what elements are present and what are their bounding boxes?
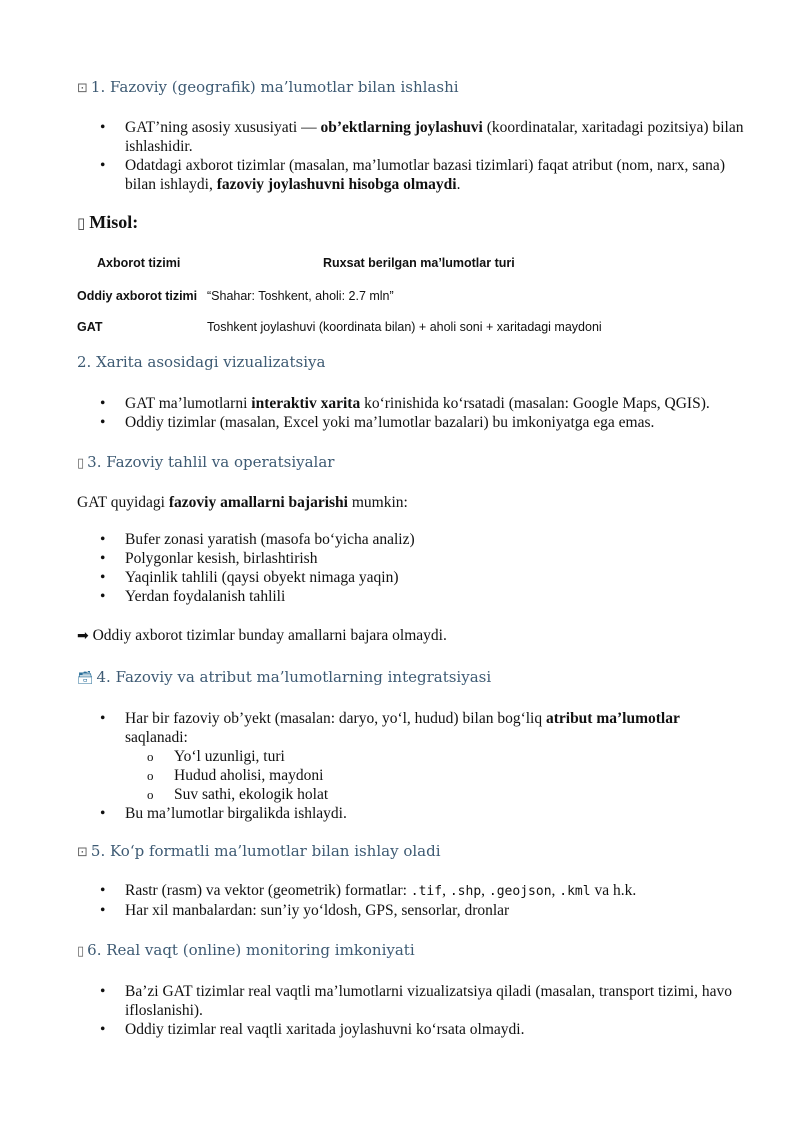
section-icon: ⊡	[77, 81, 88, 96]
list-item: • Yerdan foydalanish tahlili	[0, 587, 745, 606]
list-item: • Bufer zonasi yaratish (masofa boʻyicha analiz)	[0, 530, 745, 549]
section-title: 2. Xarita asosidagi vizualizatsiya	[77, 353, 326, 371]
table-cell-system: Oddiy axborot tizimi	[77, 289, 198, 303]
section-title: 4. Fazoviy va atribut ma’lumotlarning integratsiyasi	[96, 668, 492, 686]
section-5-list	[0, 881, 745, 920]
list-item: • GAT’ning asosiy xususiyati — ob’ektlarning joylashuvi (koordinatalar, xaritadagi pozitsiya) bilan ishlashidir.	[0, 118, 745, 156]
example-title: ▯ Misol:	[77, 212, 139, 232]
list-item: • Odatdagi axborot tizimlar (masalan, ma’lumotlar bazasi tizimlari) faqat atribut (nom, narx, sana) bilan ishlaydi, fazoviy joylashuvni hisobga olmaydi.	[0, 156, 745, 194]
table-cell-data: “Shahar: Toshkent, aholi: 2.7 mln”	[207, 289, 394, 303]
section-icon: ⊡	[77, 845, 88, 860]
table-cell-data: Toshkent joylashuvi (koordinata bilan) + aholi soni + xaritadagi maydoni	[207, 320, 602, 334]
section-6-list	[0, 982, 745, 1039]
section-2-list	[0, 394, 745, 432]
section-heading-4	[77, 667, 491, 689]
list-item: • Yaqinlik tahlili (qaysi obyekt nimaga yaqin)	[0, 568, 745, 587]
list-item: • Har xil manbalardan: sun’iy yoʻldosh, GPS, sensorlar, dronlar	[0, 901, 745, 920]
list-item: • GAT ma’lumotlarni interaktiv xarita koʻrinishida koʻrsatadi (masalan: Google Maps, QGIS).	[0, 394, 745, 413]
section-1-list	[0, 118, 745, 194]
section-icon: ▯	[77, 944, 85, 959]
section-3-intro: GAT quyidagi fazoviy amallarni bajarishi mumkin:	[77, 494, 408, 511]
list-item: • Bu ma’lumotlar birgalikda ishlaydi.	[0, 804, 745, 823]
table-cell-system: GAT	[77, 320, 103, 334]
section-title: 5. Koʻp formatli ma’lumotlar bilan ishlay oladi	[90, 842, 441, 860]
section-3-note: ➡ Oddiy axborot tizimlar bunday amallarni bajara olmaydi.	[77, 627, 447, 644]
section-4-list	[0, 709, 745, 823]
section-title: 6. Real vaqt (online) monitoring imkoniyati	[87, 941, 415, 959]
sub-list-item: o Hudud aholisi, maydoni	[125, 766, 745, 785]
table-header-data: Ruxsat berilgan ma’lumotlar turi	[323, 256, 515, 270]
example-icon: ▯	[77, 214, 86, 232]
table-header-system: Axborot tizimi	[97, 256, 181, 270]
section-heading-2	[77, 352, 325, 372]
section-title: 1. Fazoviy (geografik) ma’lumotlar bilan ishlashi	[90, 78, 459, 96]
list-item: • Har bir fazoviy ob’yekt (masalan: daryo, yoʻl, hudud) bilan bogʻliq atribut ma’lumotlar saqlanadi: o Yoʻl uzunligi, turi o Hudud aholisi, maydoni o Suv sathi, ekologik holat	[0, 709, 745, 804]
section-heading-6	[77, 940, 415, 962]
sub-list-item: o Yoʻl uzunligi, turi	[125, 747, 745, 766]
section-title: 3. Fazoviy tahlil va operatsiyalar	[87, 453, 335, 471]
card-index-icon: 🗃	[77, 671, 94, 686]
section-icon: ▯	[77, 456, 85, 471]
arrow-right-icon: ➡	[77, 628, 89, 644]
sub-list	[125, 747, 745, 804]
list-item: • Rastr (rasm) va vektor (geometrik) formatlar: .tif, .shp, .geojson, .kml va h.k.	[0, 881, 745, 901]
list-item: • Polygonlar kesish, birlashtirish	[0, 549, 745, 568]
list-item: • Oddiy tizimlar real vaqtli xaritada joylashuvni koʻrsata olmaydi.	[0, 1020, 745, 1039]
sub-list-item: o Suv sathi, ekologik holat	[125, 785, 745, 804]
section-heading-5	[77, 841, 441, 863]
section-heading-3	[77, 452, 334, 474]
section-heading-1	[77, 77, 459, 99]
list-item: • Ba’zi GAT tizimlar real vaqtli ma’lumotlarni vizualizatsiya qiladi (masalan, transport tizimi, havo ifloslanishi).	[0, 982, 745, 1020]
list-item: • Oddiy tizimlar (masalan, Excel yoki ma’lumotlar bazalari) bu imkoniyatga ega emas.	[0, 413, 745, 432]
section-3-list	[0, 530, 745, 606]
